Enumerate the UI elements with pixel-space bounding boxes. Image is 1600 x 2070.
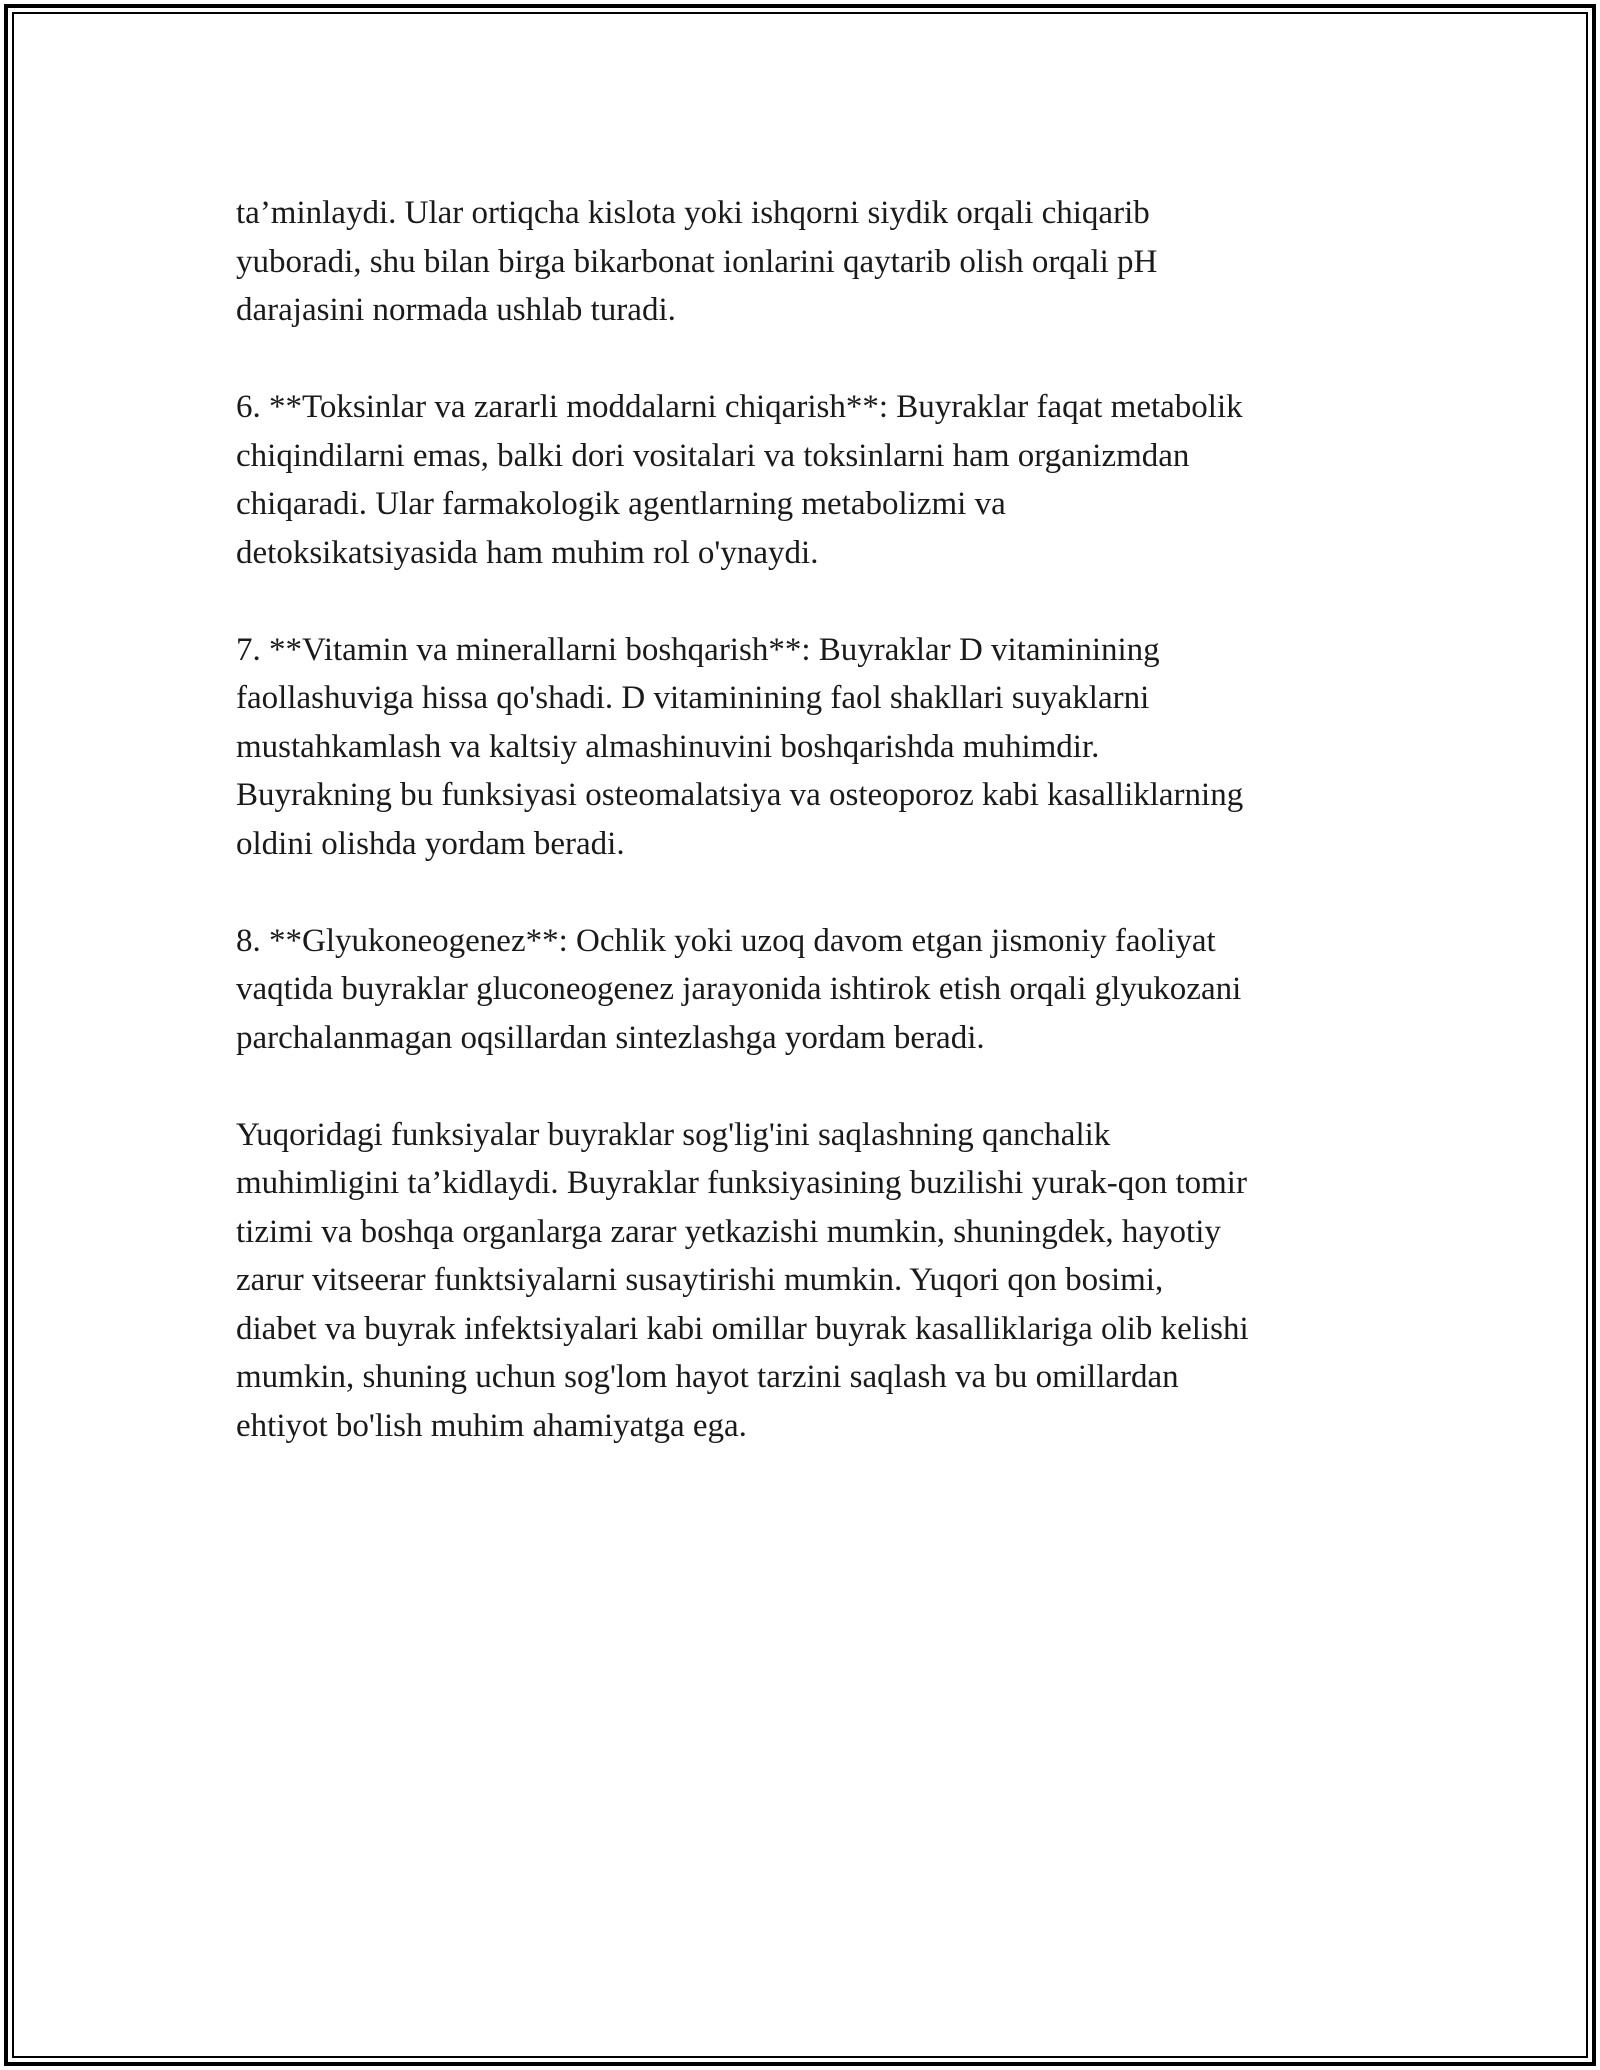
text-line: faollashuviga hissa qo'shadi. D vitaminining faol shakllari suyaklarni — [236, 680, 1150, 716]
text-line: darajasini normada ushlab turadi. — [236, 292, 676, 328]
text-line: 8. **Glyukoneogenez**: Ochlik yoki uzoq davom etgan jismoniy faoliyat — [236, 922, 1216, 959]
text-line: chiqaradi. Ular farmakologik agentlarning metabolizmi va — [236, 486, 1006, 522]
paragraph-item-7-vitamins — [236, 626, 1376, 869]
text-line: 6. **Toksinlar va zararli moddalarni chiqarish**: Buyraklar faqat metabolik — [236, 389, 1243, 425]
paragraph-item-6-toxins — [236, 383, 1376, 577]
text-line: zarur vitseerar funktsiyalarni susaytirishi mumkin. Yuqori qon bosimi, — [236, 1262, 1164, 1298]
paragraph-item-8-gluconeogenesis — [236, 917, 1376, 1063]
paragraph-acid-base-continuation — [236, 189, 1376, 335]
text-line: ehtiyot bo'lish muhim ahamiyatga ega. — [236, 1407, 747, 1444]
text-line: detoksikatsiyasida ham muhim rol o'ynaydi. — [236, 534, 819, 571]
text-line: 7. **Vitamin va minerallarni boshqarish**: Buyraklar D vitaminining — [236, 631, 1160, 668]
document-body — [236, 189, 1376, 1499]
text-line: chiqindilarni emas, balki dori vositalari va toksinlarni ham organizmdan — [236, 437, 1190, 474]
text-line: diabet va buyrak infektsiyalari kabi omillar buyrak kasalliklariga olib kelishi — [236, 1310, 1249, 1347]
text-line: tizimi va boshqa organlarga zarar yetkazishi mumkin, shuningdek, hayotiy — [236, 1213, 1221, 1250]
text-line: parchalanmagan oqsillardan sintezlashga yordam beradi. — [236, 1019, 985, 1056]
text-line: Buyrakning bu funksiyasi osteomalatsiya va osteoporoz kabi kasalliklarning — [236, 777, 1244, 813]
text-line: yuboradi, shu bilan birga bikarbonat ionlarini qaytarib olish orqali pH — [236, 243, 1158, 280]
text-line: Yuqoridagi funksiyalar buyraklar sog'lig'ini saqlashning qanchalik — [236, 1116, 1111, 1153]
paragraph-conclusion — [236, 1111, 1376, 1451]
text-line: ta’minlaydi. Ular ortiqcha kislota yoki ishqorni siydik orqali chiqarib — [236, 195, 1150, 231]
text-line: mumkin, shuning uchun sog'lom hayot tarzini saqlash va bu omillardan — [236, 1359, 1179, 1395]
text-line: oldini olishda yordam beradi. — [236, 825, 625, 862]
text-line: mustahkamlash va kaltsiy almashinuvini boshqarishda muhimdir. — [236, 728, 1100, 765]
text-line: muhimligini ta’kidlaydi. Buyraklar funksiyasining buzilishi yurak-qon tomir — [236, 1165, 1247, 1201]
text-line: vaqtida buyraklar gluconeogenez jarayonida ishtirok etish orqali glyukozani — [236, 971, 1242, 1007]
